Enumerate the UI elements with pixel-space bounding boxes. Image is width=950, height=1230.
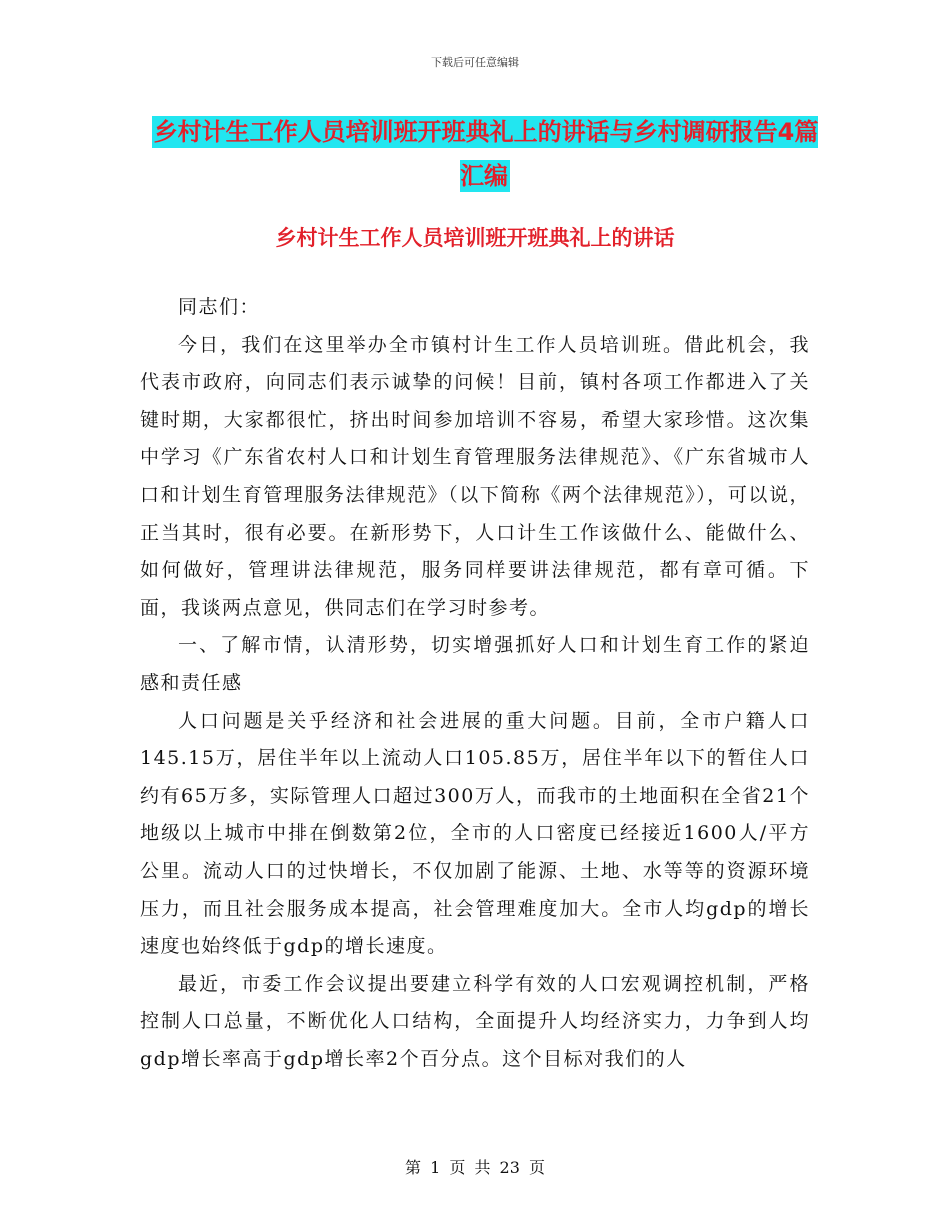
body-paragraph: 人口问题是关乎经济和社会进展的重大问题。目前，全市户籍人口145.15万，居住半年以上流动人口105.85万，居住半年以下的暂住人口约有65万多，实际管理人口超过300万人，而我市的土地面积在全省21个地级以上城市中排在倒数第2位，全市的人口密度已经接近1600人/平方公里。流动人口的过快增长，不仅加剧了能源、土地、水等等的资源环境压力，而且社会服务成本提高，社会管理难度加大。全市人均gdp的增长速度也始终低于gdp的增长速度。 <box>140 709 810 958</box>
document-title-text: 乡村计生工作人员培训班开班典礼上的讲话与乡村调研报告4篇汇编 <box>153 118 819 190</box>
body-paragraph: 最近，市委工作会议提出要建立科学有效的人口宏观调控机制，严格控制人口总量，不断优化人口结构，全面提升人均经济实力，力争到人均gdp增长率高于gdp增长率2个百分点。这个目标对我们的人 <box>140 972 810 1070</box>
document-body <box>140 289 810 1078</box>
salutation-paragraph: 同志们： <box>178 296 261 318</box>
header-note: 下载后可任意编辑 <box>431 56 519 69</box>
page-number: 第 1 页 共 23 页 <box>405 1158 545 1177</box>
body-paragraph: 今日，我们在这里举办全市镇村计生工作人员培训班。借此机会，我代表市政府，向同志们表示诚挚的问候！目前，镇村各项工作都进入了关键时期，大家都很忙，挤出时间参加培训不容易，希望大家珍惜。这次集中学习《广东省农村人口和计划生育管理服务法律规范》、《广东省城市人口和计划生育管理服务法律规范》（以下简称《两个法律规范》），可以说，正当其时，很有必要。在新形势下，人口计生工作该做什么、能做什么、如何做好，管理讲法律规范，服务同样要讲法律规范，都有章可循。下面，我谈两点意见，供同志们在学习时参考。 <box>140 333 810 619</box>
document-title <box>150 110 820 198</box>
heading-paragraph: 一、了解市情，认清形势，切实增强抓好人口和计划生育工作的紧迫感和责任感 <box>140 634 810 694</box>
section-title: 乡村计生工作人员培训班开班典礼上的讲话 <box>275 226 675 250</box>
